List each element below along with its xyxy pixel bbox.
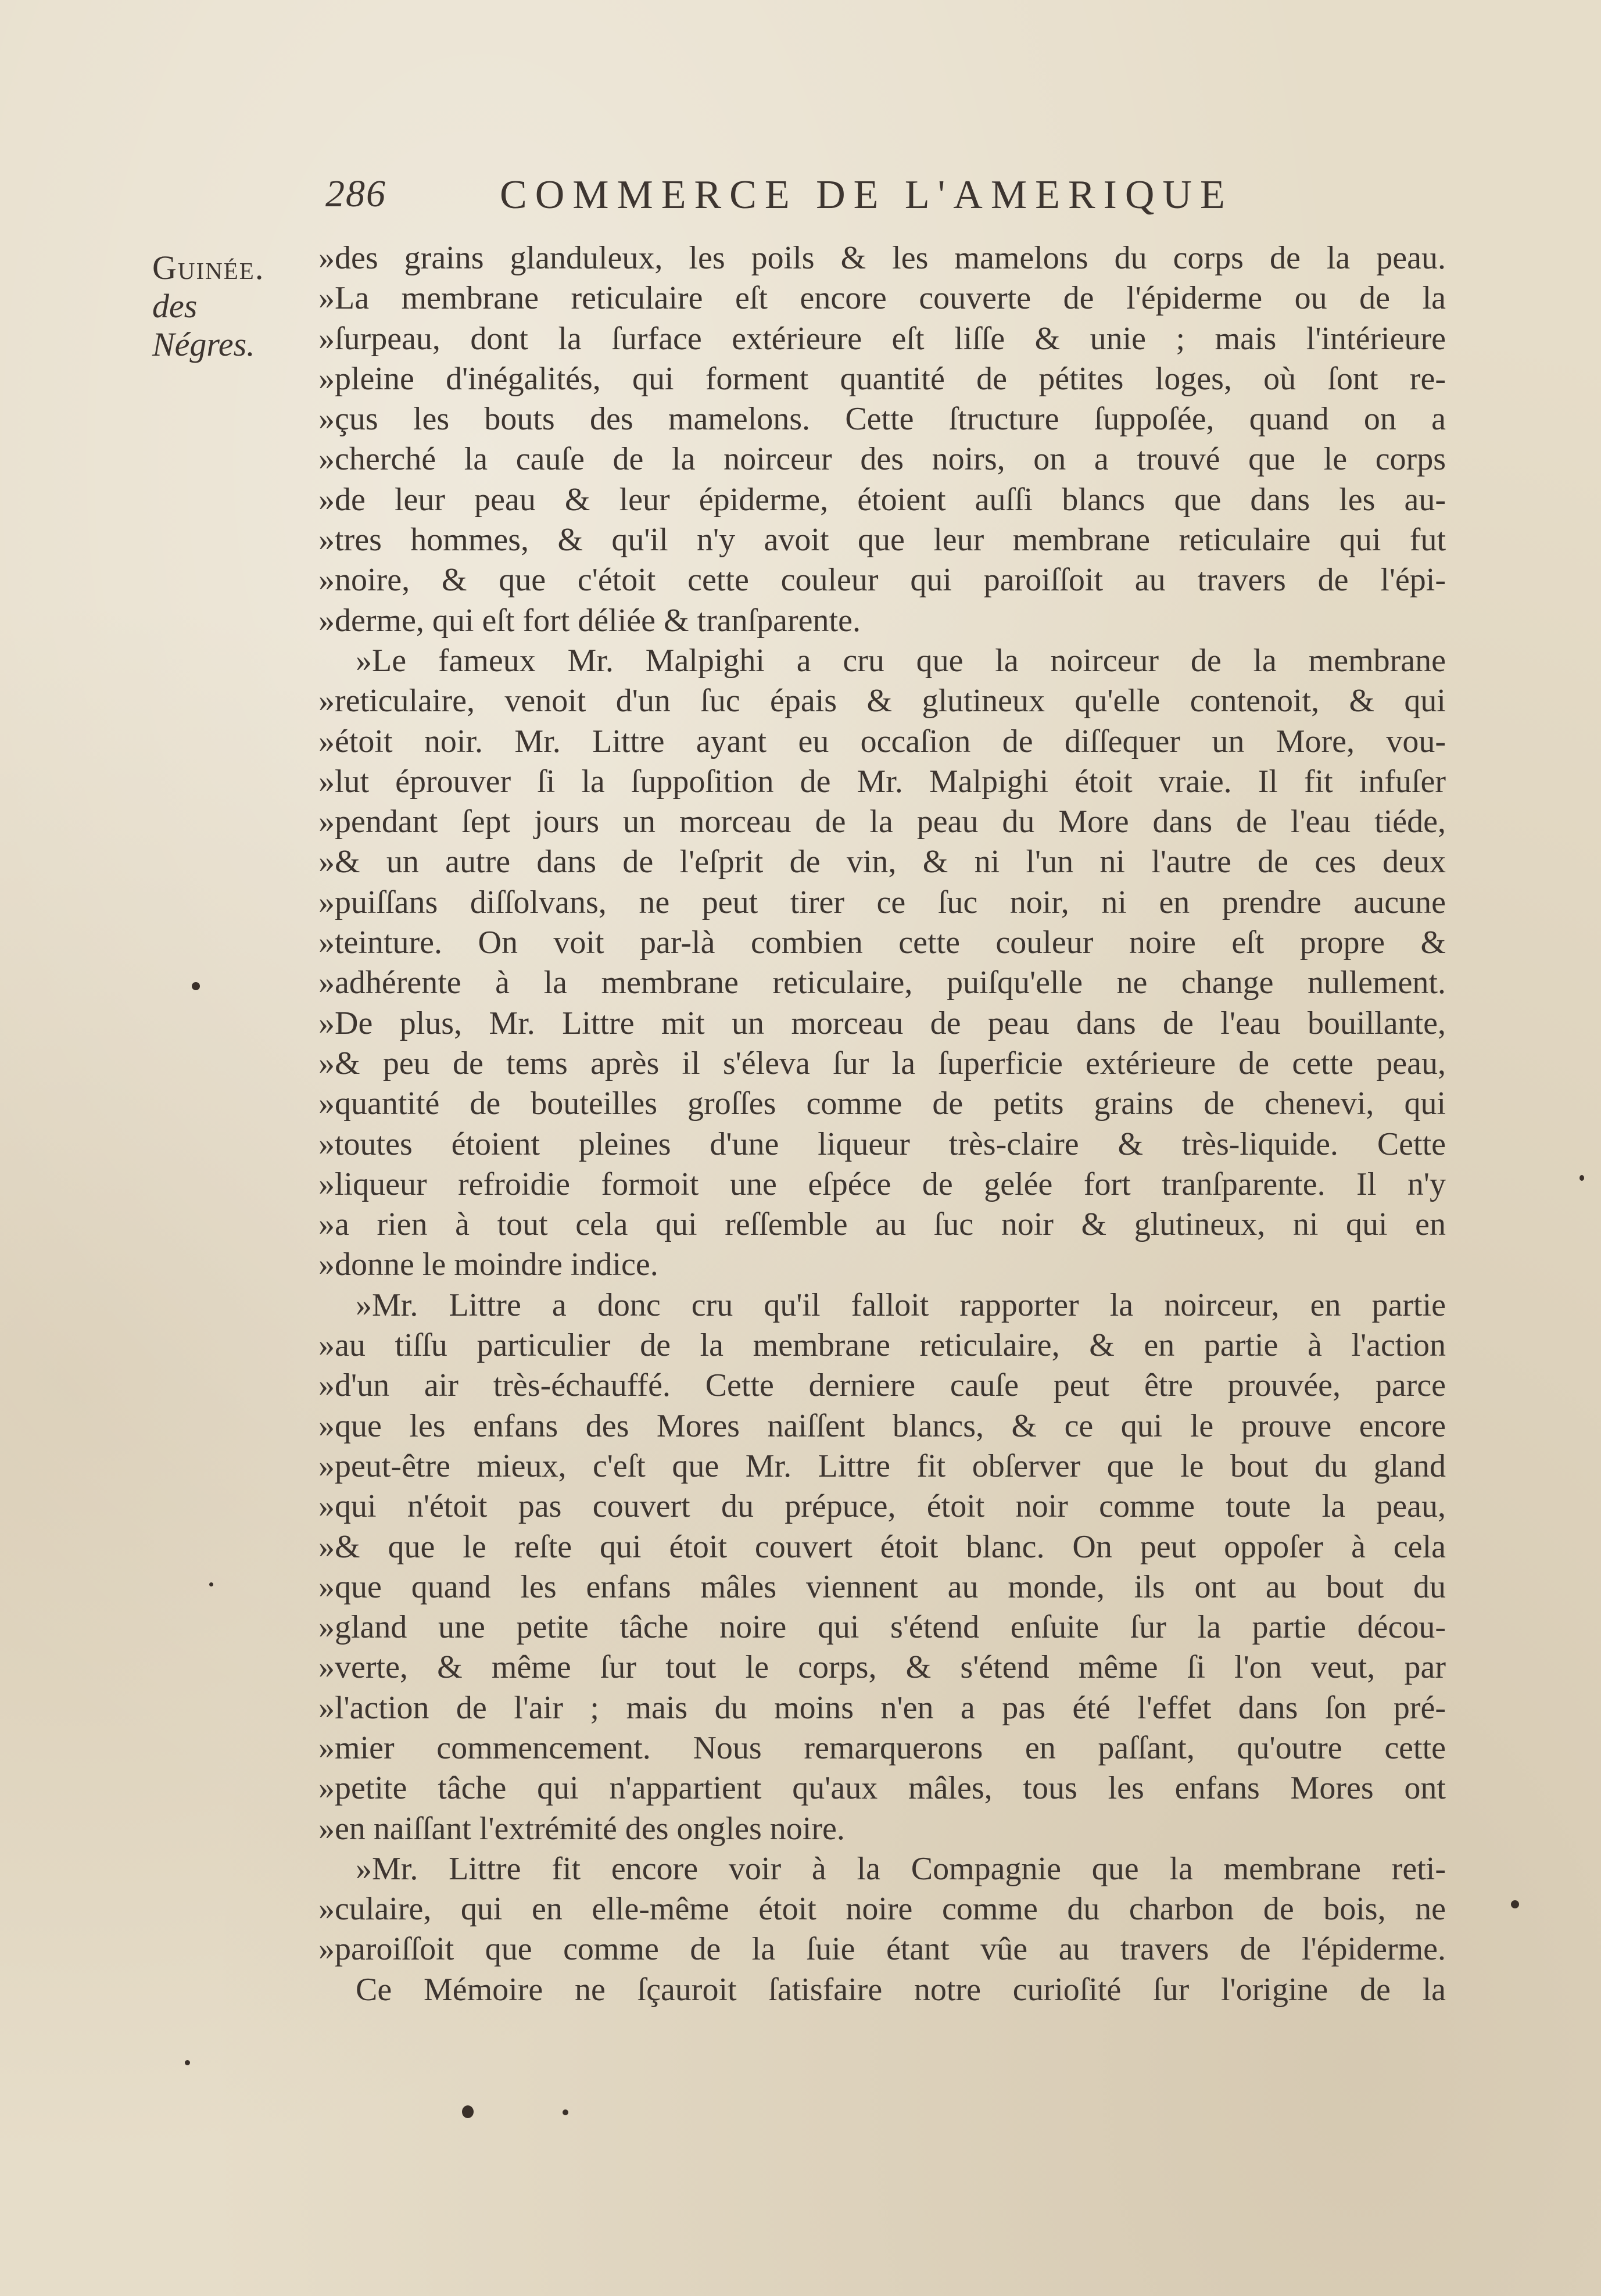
text-line: »De plus, Mr. Littre mit un morceau de peau dans de l'eau bouillante, [318, 1005, 1446, 1041]
text-line: »de leur peau & leur épiderme, étoient auſſi blancs que dans les au- [318, 481, 1446, 518]
ink-speck [185, 2060, 190, 2065]
text-line: »mier commencement. Nous remarquerons en paſſant, qu'outre cette [318, 1729, 1446, 1766]
text-line: »l'action de l'air ; mais du moins n'en a pas été l'effet dans ſon pré- [318, 1689, 1446, 1726]
text-line: »gland une petite tâche noire qui s'étend enſuite ſur la partie décou- [318, 1609, 1446, 1646]
text-line: »& que le reſte qui étoit couvert étoit blanc. On peut oppoſer à cela [318, 1528, 1446, 1565]
text-line: »toutes étoient pleines d'une liqueur très-claire & très-liquide. Cette [318, 1126, 1446, 1162]
text-line: »verte, & même ſur tout le corps, & s'étend même ſi l'on veut, par [318, 1649, 1446, 1686]
ink-speck [462, 2105, 474, 2118]
text-line: »culaire, qui en elle-même étoit noire comme du charbon de bois, ne [318, 1891, 1446, 1928]
text-line: »La membrane reticulaire eſt encore couverte de l'épiderme ou de la [318, 280, 1446, 317]
text-line: »qui n'étoit pas couvert du prépuce, étoit noir comme toute la peau, [318, 1488, 1446, 1525]
page-header [325, 172, 1313, 230]
text-line: »liqueur refroidie formoit une eſpéce de gelée fort tranſparente. Il n'y [318, 1166, 1446, 1202]
text-line: »pleine d'inégalités, qui forment quantité de pétites loges, où ſont re- [318, 360, 1446, 397]
text-line: »cherché la cauſe de la noirceur des noirs, on a trouvé que le corps [318, 441, 1446, 478]
ink-speck [1511, 1900, 1519, 1908]
running-head: COMMERCE DE L'AMERIQUE [500, 173, 1233, 217]
text-line: »reticulaire, venoit d'un ſuc épais & glutineux qu'elle contenoit, & qui [318, 683, 1446, 719]
text-line: »pendant ſept jours un morceau de la peau du More dans de l'eau tiéde, [318, 804, 1446, 840]
text-line: »paroiſſoit que comme de la ſuie étant vûe au travers de l'épiderme. [318, 1931, 1446, 1968]
text-line: »Mr. Littre a donc cru qu'il falloit rapporter la noirceur, en partie [356, 1287, 1446, 1323]
ink-speck [192, 982, 200, 990]
text-line: »que quand les enfans mâles viennent au monde, ils ont au bout du [318, 1568, 1446, 1605]
body-text [318, 238, 1446, 2010]
text-line: »ſurpeau, dont la ſurface extérieure eſt liſſe & unie ; mais l'intérieure [318, 320, 1446, 357]
ink-speck [563, 2109, 568, 2115]
text-line: »& un autre dans de l'eſprit de vin, & ni l'un ni l'autre de ces deux [318, 844, 1446, 880]
text-line: »au tiſſu particulier de la membrane reticulaire, & en partie à l'action [318, 1327, 1446, 1364]
text-line: »teinture. On voit par-là combien cette couleur noire eſt propre & [318, 925, 1446, 961]
ink-speck [209, 1582, 213, 1586]
ink-speck [1579, 1175, 1584, 1181]
text-line: »quantité de bouteilles groſſes comme de petits grains de chenevi, qui [318, 1086, 1446, 1122]
text-line: »çus les bouts des mamelons. Cette ſtructure ſuppoſée, quand on a [318, 401, 1446, 438]
text-line: »d'un air très-échauffé. Cette derniere cauſe peut être prouvée, parce [318, 1367, 1446, 1404]
text-line: »en naiſſant l'extrémité des ongles noire. [318, 1810, 845, 1847]
text-line: »puiſſans diſſolvans, ne peut tirer ce ſuc noir, ni en prendre aucune [318, 884, 1446, 920]
text-line: »a rien à tout cela qui reſſemble au ſuc noir & glutineux, ni qui en [318, 1206, 1446, 1243]
text-line: »étoit noir. Mr. Littre ayant eu occaſion de diſſequer un More, vou- [318, 723, 1446, 760]
text-line: »Le fameux Mr. Malpighi a cru que la noirceur de la membrane [356, 642, 1446, 679]
text-line: »noire, & que c'étoit cette couleur qui paroiſſoit au travers de l'épi- [318, 562, 1446, 599]
text-line: »adhérente à la membrane reticulaire, puiſqu'elle ne change nullement. [318, 965, 1446, 1001]
text-line: »& peu de tems après il s'éleva ſur la ſuperficie extérieure de cette peau, [318, 1045, 1446, 1081]
text-line: »derme, qui eſt fort déliée & tranſparente. [318, 602, 861, 639]
margin-note-subject: des Négres. [152, 287, 255, 363]
text-line: Ce Mémoire ne ſçauroit ſatisfaire notre curioſité ſur l'origine de la [356, 1971, 1446, 2008]
text-line: »donne le moindre indice. [318, 1246, 658, 1283]
page-number: 286 [325, 173, 386, 215]
text-line: »des grains glanduleux, les poils & les mamelons du corps de la peau. [318, 240, 1446, 276]
text-line: »tres hommes, & qu'il n'y avoit que leur membrane reticulaire qui fut [318, 522, 1446, 558]
text-line: »Mr. Littre fit encore voir à la Compagnie que la membrane reti- [356, 1850, 1446, 1887]
text-line: »petite tâche qui n'appartient qu'aux mâles, tous les enfans Mores ont [318, 1770, 1446, 1807]
margin-note [152, 249, 303, 364]
margin-note-region: Guinée. [152, 249, 265, 286]
text-line: »que les enfans des Mores naiſſent blancs, & ce qui le prouve encore [318, 1407, 1446, 1444]
text-line: »lut éprouver ſi la ſuppoſition de Mr. Malpighi étoit vraie. Il fit infuſer [318, 763, 1446, 800]
text-line: »peut-être mieux, c'eſt que Mr. Littre fit obſerver que le bout du gland [318, 1448, 1446, 1484]
